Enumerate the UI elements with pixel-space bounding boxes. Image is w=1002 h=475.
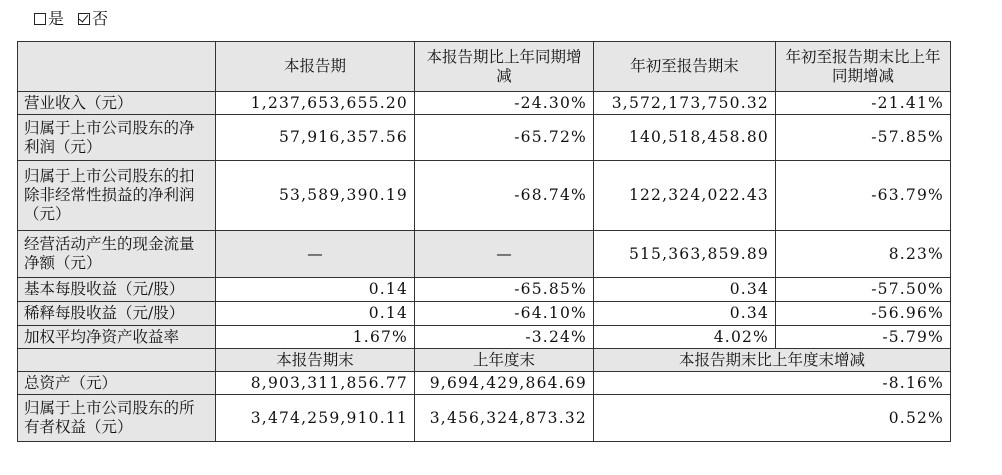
cell-value: 3,456,324,873.32: [415, 395, 594, 442]
option-no-label: 否: [92, 9, 109, 28]
row-label: 归属于上市公司股东的所有者权益（元）: [18, 395, 216, 442]
row-label: 归属于上市公司股东的扣除非经常性损益的净利润（元）: [18, 161, 216, 231]
checked-box-icon: [78, 13, 90, 25]
cell-value-na: —: [216, 231, 415, 278]
cell-value: -24.30%: [415, 92, 594, 115]
table-row: [18, 372, 951, 395]
cell-value: 0.14: [216, 278, 415, 302]
table-row: [18, 92, 951, 115]
header-period-end: 本报告期末: [216, 349, 415, 372]
row-label: 总资产（元）: [18, 372, 216, 395]
table-row: [18, 395, 951, 442]
cell-value: 1,237,653,655.20: [216, 92, 415, 115]
option-no[interactable]: [78, 9, 108, 28]
cell-value: 3,572,173,750.32: [594, 92, 776, 115]
cell-value-na: —: [415, 231, 594, 278]
table-header-row-2: [18, 349, 951, 372]
table-row: [18, 161, 951, 231]
cell-value: 0.34: [594, 302, 776, 326]
table-row: [18, 231, 951, 278]
cell-value: -65.72%: [415, 115, 594, 161]
header2-empty-cell: [18, 349, 216, 372]
table-row: [18, 115, 951, 161]
cell-value: -21.41%: [776, 92, 951, 115]
cell-value: 3,474,259,910.11: [216, 395, 415, 442]
header-current-period: 本报告期: [216, 42, 415, 92]
table-row: [18, 302, 951, 326]
cell-value: -63.79%: [776, 161, 951, 231]
row-label: 基本每股收益（元/股）: [18, 278, 216, 302]
cell-value: 1.67%: [216, 326, 415, 349]
cell-value: 53,589,390.19: [216, 161, 415, 231]
cell-value: 122,324,022.43: [594, 161, 776, 231]
option-yes-label: 是: [48, 9, 65, 28]
table-row: [18, 278, 951, 302]
header-current-period-change: 本报告期比上年同期增减: [415, 42, 594, 92]
row-label: 营业收入（元）: [18, 92, 216, 115]
financial-data-table: [17, 41, 951, 442]
row-label: 稀释每股收益（元/股）: [18, 302, 216, 326]
table-row: [18, 326, 951, 349]
cell-value: 8.23%: [776, 231, 951, 278]
option-yes[interactable]: [34, 9, 64, 28]
cell-value: 140,518,458.80: [594, 115, 776, 161]
cell-value: 515,363,859.89: [594, 231, 776, 278]
table-header-row: [18, 42, 951, 92]
cell-value: 57,916,357.56: [216, 115, 415, 161]
header-prior-year-end: 上年度末: [415, 349, 594, 372]
header-period-end-change: 本报告期末比上年度末增减: [594, 349, 951, 372]
cell-value: -3.24%: [415, 326, 594, 349]
header-ytd-change: 年初至报告期末比上年同期增减: [776, 42, 951, 92]
cell-value: -65.85%: [415, 278, 594, 302]
cell-value: 8,903,311,856.77: [216, 372, 415, 395]
cell-value: 4.02%: [594, 326, 776, 349]
row-label: 加权平均净资产收益率: [18, 326, 216, 349]
cell-value: 0.52%: [594, 395, 951, 442]
cell-value: -5.79%: [776, 326, 951, 349]
cell-value: -64.10%: [415, 302, 594, 326]
cell-value: 0.34: [594, 278, 776, 302]
cell-value: 0.14: [216, 302, 415, 326]
cell-value: 9,694,429,864.69: [415, 372, 594, 395]
row-label: 经营活动产生的现金流量净额（元）: [18, 231, 216, 278]
header-ytd: 年初至报告期末: [594, 42, 776, 92]
cell-value: -57.50%: [776, 278, 951, 302]
row-label: 归属于上市公司股东的净利润（元）: [18, 115, 216, 161]
unchecked-box-icon: [34, 13, 46, 25]
cell-value: -68.74%: [415, 161, 594, 231]
restatement-checkbox-group: [34, 8, 122, 30]
header-empty-cell: [18, 42, 216, 92]
cell-value: -57.85%: [776, 115, 951, 161]
cell-value: -56.96%: [776, 302, 951, 326]
cell-value: -8.16%: [594, 372, 951, 395]
